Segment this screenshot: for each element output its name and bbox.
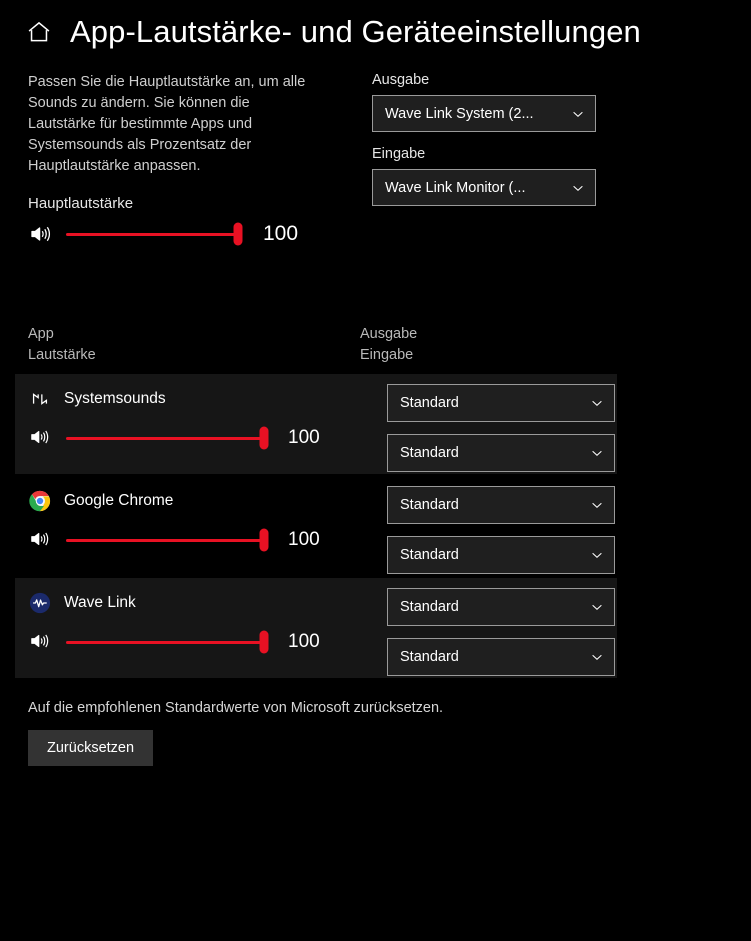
app-volume-slider[interactable] — [66, 529, 266, 551]
column-header-volume: Lautstärke — [28, 347, 96, 363]
app-device-group — [387, 588, 615, 688]
table-row — [15, 374, 617, 474]
speaker-icon — [28, 427, 54, 449]
app-volume-value: 100 — [288, 529, 320, 550]
master-volume-label: Hauptlautstärke — [28, 195, 134, 212]
app-name: Wave Link — [64, 594, 136, 611]
chevron-down-icon — [590, 396, 604, 410]
chrome-icon — [28, 489, 52, 513]
output-device-dropdown[interactable] — [372, 95, 596, 132]
app-volume-slider[interactable] — [66, 427, 266, 449]
output-device-value: Wave Link System (2... — [385, 105, 534, 122]
app-output-dropdown[interactable] — [387, 486, 615, 524]
device-selection-column — [372, 72, 612, 246]
description-text: Passen Sie die Hauptlautstärke an, um alle Sounds zu ändern. Sie können die Lautstärke für bestimmte Apps und Systemsounds als Prozentsatz der Hauptlautstärke anpassen. — [28, 74, 306, 174]
output-input-header-group — [360, 324, 417, 366]
home-icon[interactable] — [22, 15, 56, 49]
app-volume-slider[interactable] — [66, 631, 266, 653]
app-output-value: Standard — [400, 395, 459, 411]
wavelink-icon — [28, 591, 52, 615]
app-volume-value: 100 — [288, 631, 320, 652]
speaker-icon — [28, 223, 54, 245]
app-name: Systemsounds — [64, 390, 166, 407]
app-input-value: Standard — [400, 649, 459, 665]
table-row — [15, 476, 617, 576]
app-volume-header-group — [28, 324, 360, 366]
app-volume-value: 100 — [288, 427, 320, 448]
systemsounds-icon — [28, 387, 52, 411]
app-input-dropdown[interactable] — [387, 638, 615, 676]
column-header-input: Eingabe — [360, 347, 414, 363]
app-list — [0, 374, 751, 678]
master-volume-value: 100 — [263, 222, 299, 245]
reset-button[interactable]: Zurücksetzen — [28, 730, 153, 766]
reset-description: Auf die empfohlenen Standardwerte von Microsoft zurücksetzen. — [28, 700, 444, 716]
slider-track — [66, 437, 266, 440]
slider-thumb[interactable] — [260, 427, 269, 450]
column-header-output: Ausgabe — [360, 326, 418, 342]
input-device-dropdown[interactable] — [372, 169, 596, 206]
slider-thumb[interactable] — [260, 631, 269, 654]
chevron-down-icon — [590, 650, 604, 664]
app-device-group — [387, 486, 615, 586]
slider-track — [66, 233, 241, 236]
chevron-down-icon — [590, 600, 604, 614]
chevron-down-icon — [571, 181, 585, 195]
app-input-dropdown[interactable] — [387, 434, 615, 472]
page-title: App-Lautstärke- und Geräteeinstellungen — [70, 14, 641, 49]
chevron-down-icon — [571, 107, 585, 121]
app-input-dropdown[interactable] — [387, 536, 615, 574]
app-input-value: Standard — [400, 547, 459, 563]
app-input-value: Standard — [400, 445, 459, 461]
app-output-value: Standard — [400, 599, 459, 615]
slider-track — [66, 539, 266, 542]
speaker-icon — [28, 631, 54, 653]
top-section — [0, 50, 751, 246]
master-volume-slider[interactable] — [66, 223, 241, 245]
master-volume-column — [28, 72, 338, 246]
output-label: Ausgabe — [372, 72, 430, 88]
app-output-value: Standard — [400, 497, 459, 513]
app-device-group — [387, 384, 615, 484]
reset-section — [0, 680, 751, 766]
chevron-down-icon — [590, 446, 604, 460]
app-list-header — [0, 324, 751, 366]
app-output-dropdown[interactable] — [387, 384, 615, 422]
chevron-down-icon — [590, 498, 604, 512]
input-label: Eingabe — [372, 146, 426, 162]
table-row — [15, 578, 617, 678]
master-volume-slider-row — [28, 222, 338, 246]
column-header-app: App — [28, 326, 54, 342]
speaker-icon — [28, 529, 54, 551]
page-header — [0, 0, 751, 50]
app-output-dropdown[interactable] — [387, 588, 615, 626]
input-device-value: Wave Link Monitor (... — [385, 179, 526, 196]
chevron-down-icon — [590, 548, 604, 562]
app-name: Google Chrome — [64, 492, 174, 509]
slider-thumb[interactable] — [260, 529, 269, 552]
slider-track — [66, 641, 266, 644]
slider-thumb[interactable] — [234, 223, 243, 246]
